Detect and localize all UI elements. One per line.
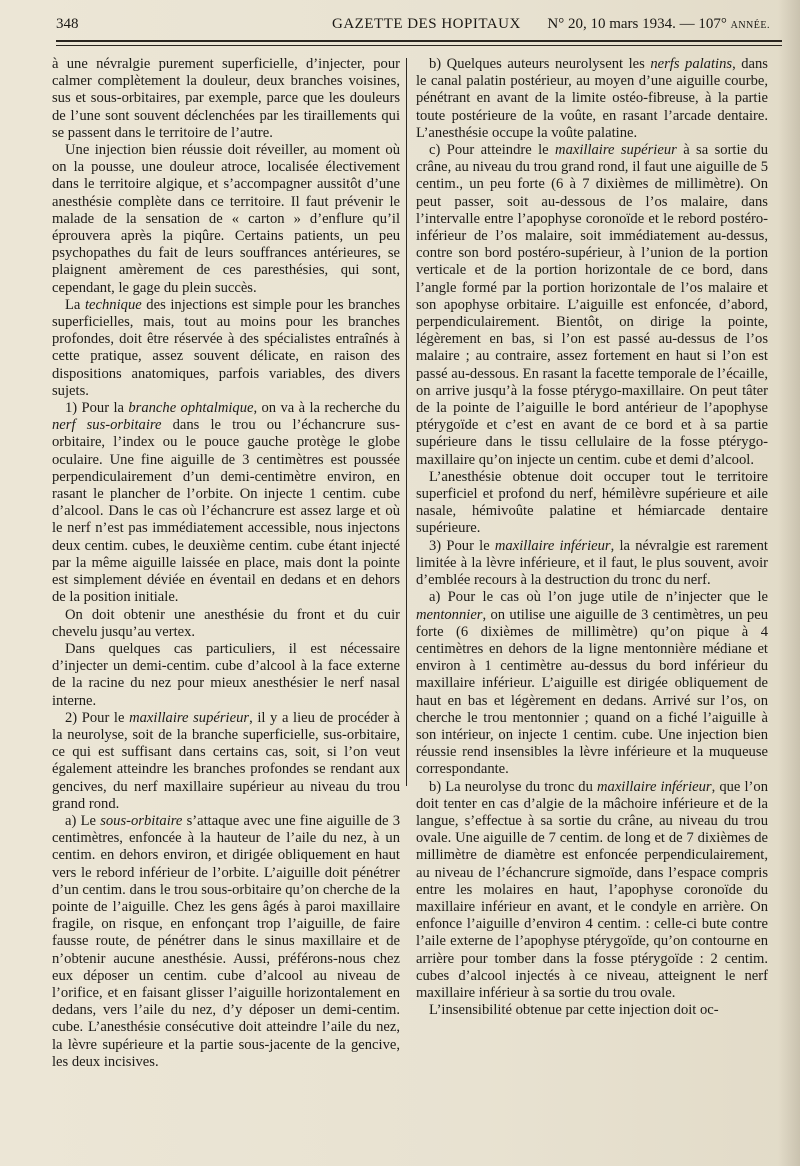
text-run: On doit obtenir une anesthésie du front et du cuir chevelu jusqu’au vertex. (52, 606, 400, 640)
left-column (52, 56, 400, 1126)
text-run: dans le trou ou l’échancrure sus-orbitaire, l’index ou le pouce gauche protège le globe oculaire. Une fine aiguille de 3 centimètres est poussée perpendiculairement d’un demi-centimètre environ, en rasant le plancher de l’orbite. On injecte 1 centim. cube d’alcool. Dans le cas où l’échancrure est assez large et où le nerf n’est pas immédiatement accessible, nous injectons deux centim. cubes, le deuxième centim. cube étant injecté par la même aiguille laissée en place, mais dont la pointe est simplement déviée en éventail en dedans et en dehors de la position initiale. (52, 417, 400, 606)
paragraph (52, 813, 400, 1071)
text-run: L’insensibilité obtenue par cette injection doit oc- (429, 1002, 719, 1019)
text-run: , dans le canal palatin postérieur, au moyen d’une aiguille courbe, pénétrant en avant de la limite ostéo-fibreuse, à la partie toute postérieure de la voûte, en rasant l’arcade dentaire. L’anesthésie occupe la voûte palatine. (416, 56, 768, 141)
paragraph (52, 297, 400, 400)
header-rule-thick (56, 40, 782, 42)
running-header (56, 14, 776, 38)
text-run: Une injection bien réussie doit réveiller, au moment où on la pousse, une douleur atroce, localisée électivement dans le territoire algique, et s’accompagner aussitôt d’une anesthésie complète dans ce territoire. Il faut prévenir le malade de la sensation de « carton » d’enflure qu’il éprouvera après la piqûre. Certains patients, un peu psychopathes du fait de leurs souffrances antérieures, se plaignent amèrement de ces paresthésies, qui sont, cependant, le gage du plein succès. (52, 142, 400, 296)
text-run: à une névralgie purement superficielle, d’injecter, pour calmer complètement la douleur, deux branches voisines, sus et sous-orbitaires, par exemple, parce que les douleurs de l’une sont souvent déclenchées par les tiraillements qui se passent dans le territoire de l’autre. (52, 56, 400, 141)
italic-term: technique (84, 296, 142, 313)
italic-term: nerfs palatins (650, 56, 733, 72)
paragraph (52, 607, 400, 641)
paragraph (416, 779, 768, 1003)
year-suffix: ANNÉE. (730, 20, 770, 31)
text-run: s’attaque avec une fine aiguille de 3 centimètres, enfoncée à la hauteur de l’aile du nez, à un centim. en dehors environ, et dirigée obliquement en haut vers le rebord inférieur de l’orbite. L’aiguille doit pénétrer d’un centim. dans le trou sous-orbitaire qu’on cherche de la pointe de l’aiguille. Chez les gens âgés à paroi maxillaire fragile, on risque, en enfonçant trop l’aiguille, de faire fausse route, de pénétrer dans le sinus maxillaire et de n’obtenir aucune anesthésie. Aussi, préférons-nous chez eux déposer un centim. cube d’alcool au niveau de l’orifice, et en faisant glisser l’aiguille horizontalement en dedans, vers l’aile du nez, d’y déposer un demi-centim. cube. L’anesthésie consécutive doit atteindre l’aile du nez, la lèvre supérieure et la partie sous-jacente de la gencive, les deux incisives. (52, 812, 400, 1070)
italic-term: branche ophtalmique (128, 400, 254, 417)
column-divider (406, 58, 407, 786)
italic-term: maxillaire inférieur (596, 778, 712, 795)
text-run: b) Quelques auteurs neurolysent les (429, 56, 651, 72)
italic-term: maxillaire supérieur (555, 142, 677, 159)
paragraph (52, 400, 400, 606)
text-run: Dans quelques cas particuliers, il est nécessaire d’injecter un demi-centim. cube d’alcool à la face externe de la racine du nez pour mieux anesthésier le nerf nasal interne. (52, 640, 400, 709)
text-run: c) Pour atteindre le (429, 142, 556, 159)
paragraph (416, 469, 768, 538)
text-run: 1) Pour la (65, 400, 129, 417)
text-run: , que l’on doit tenter en cas d’algie de la mâchoire inférieure et de la langue, s’effectue à sa sortie du crâne, au niveau du trou ovale. Une aiguille de 7 centim. de long et de 7 dixièmes de millimètre de diamètre est enfoncée perpendiculairement, au niveau de l’échancrure sigmoïde, dans l’espace compris entre les molaires en haut, l’apophyse coronoïde du maxillaire inférieur en avant, et le condyle en arrière. On enfonce l’aiguille d’environ 4 centim. : celle-ci bute contre l’aile externe de l’apophyse ptérygoïde, qu’on contourne en arrière pour tomber dans la fosse ptérygoïde : 2 centim. cubes d’alcool injectés à ce niveau, atteignent le nerf maxillaire inférieur à sa sortie du trou ovale. (416, 778, 768, 1001)
paragraph (416, 1002, 768, 1019)
italic-term: nerf sus-orbitaire (52, 417, 162, 434)
text-run: des injections est simple pour les branches superficielles, mais, tout au moins pour les branches profondes, doit être réservée à des spécialistes entraînés à cette pratique, assez souvent délicate, en raison des dispositions anatomiques, parfois variables, des divers sujets. (52, 296, 400, 399)
paragraph (416, 538, 768, 590)
paragraph (416, 142, 768, 469)
italic-term: sous-orbitaire (100, 812, 183, 829)
page-number: 348 (56, 16, 79, 32)
text-run: , il y a lieu de procéder à la neurolyse, soit de la branche superficielle, sus-orbitaire, ce qui est suffisant dans certains cas, soit, si l’on veut également atteindre les branches profondes se rendant aux gencives, du nerf maxillaire supérieur au niveau du trou grand rond. (52, 709, 400, 812)
text-run: , on va à la recherche du (253, 400, 400, 417)
text-run: à sa sortie du crâne, au niveau du trou grand rond, il faut une aiguille de 5 centim., un peu forte (6 à 7 dixièmes de millimètre). On peut passer, soit au-dessous de l’os malaire, dans l’intervalle entre l’apophyse coronoïde et le rebord postéro-inférieur de l’os malaire, soit immédiatement au-dessus, contre son bord postéro-supérieur, à l’union de la portion verticale et de la portion horizontale de ce bord, dans l’angle formé par la portion horizontale de l’os malaire et son apophyse orbitaire. L’aiguille est enfoncée, d’abord, perpendiculairement. Bientôt, on dirige la pointe, légèrement en bas, si l’on est passé au-dessus de l’os malaire ; au contraire, assez fortement en haut si l’on est passé au-dessous. En rasant la facette temporale de l’écaille, on arrive jusqu’à la fosse ptérygo-maxillaire. On peut tâter de la pointe de l’aiguille le bord antérieur de l’apophyse ptérygoïde et c’est en avant de ce bord et à sa partie supérieure dans le tissu cellulaire de la fosse ptérygo-maxillaire qu’on injecte un centim. cube et demi d’alcool. (416, 142, 768, 468)
issue-info (547, 16, 770, 33)
paragraph (416, 589, 768, 778)
paragraph (52, 641, 400, 710)
text-run: 2) Pour le (65, 709, 130, 726)
text-run: a) Le (65, 812, 101, 829)
text-run: La (65, 296, 85, 313)
paragraph (416, 56, 768, 142)
paragraph (52, 142, 400, 297)
text-run: a) Pour le cas où l’on juge utile de n’injecter que le (429, 589, 768, 606)
italic-term: maxillaire supérieur (129, 709, 250, 726)
text-run: , la névralgie est rarement limitée à la lèvre inférieure, et il faut, le plus souvent, avoir d’emblée recours à la destruction du tronc du nerf. (416, 537, 768, 589)
journal-title: GAZETTE DES HOPITAUX (332, 16, 521, 32)
paragraph (52, 710, 400, 813)
right-column (416, 56, 768, 1126)
italic-term: maxillaire inférieur (494, 537, 611, 554)
italic-term: mentonnier (416, 606, 483, 623)
issue-date: N° 20, 10 mars 1934. — 107° (547, 16, 727, 32)
text-run: 3) Pour le (429, 537, 495, 554)
paragraph (52, 56, 400, 142)
text-run: b) La neurolyse du tronc du (429, 778, 597, 795)
text-run: L’anesthésie obtenue doit occuper tout le territoire superficiel et profond du nerf, hémilèvre supérieure et aile nasale, hémivoûte palatine et hémiarcade dentaire supérieure. (416, 468, 768, 537)
header-rule-thin (56, 45, 782, 46)
text-run: , on utilise une aiguille de 3 centimètres, un peu forte (6 dixièmes de millimètre) qu’on pique à 4 centimètres en dehors de la ligne mentonnière médiane et environ à 1 centimètre au-dessus du bord inférieur du maxillaire inférieur. L’aiguille est dirigée obliquement de haut en bas et légèrement en dedans. Arrivé sur l’os, on cherche le trou mentonnier ; quand on a fiché l’aiguille à son intérieur, on injecte 1 centim. cube. Une injection bien réussie rend insensibles la lèvre inférieure et la muqueuse correspondante. (416, 606, 768, 778)
